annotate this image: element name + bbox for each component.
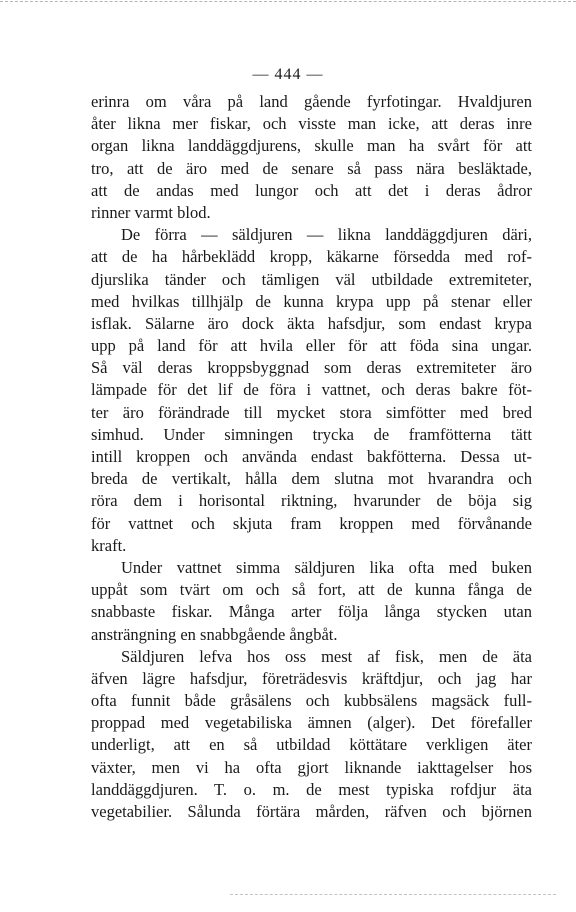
scan-edge-bottom [230,894,556,895]
scan-edge-top [0,1,576,2]
text-line: proppad med vegetabiliska ämnen (alger). Det förefaller [91,713,532,733]
text-line: ter äro förändrade till mycket stora simfötter med bred [91,402,532,422]
text-line: upp på land för att hvila eller för att föda sina ungar. [91,336,532,356]
text-line: att de andas med lungor och att det i deras ådror [91,180,532,200]
text-line: äfven lägre hafsdjur, företrädesvis kräftdjur, och jag har [91,668,532,688]
text-line: breda de vertikalt, hålla dem slutna mot hvarandra och [91,469,532,489]
text-line: landdäggdjuren. T. o. m. de mest typiska rofdjur äta [91,779,532,799]
text-line: för vattnet och skjuta fram kroppen med förvånande [91,513,532,533]
text-line: ofta funnit både gråsälens och kubbsälens magsäck full- [91,691,532,711]
text-line: isflak. Sälarne äro dock äkta hafsdjur, som endast krypa [91,313,532,333]
text-line: rinner varmt blod. [91,202,211,222]
text-line: med hvilkas tillhjälp de kunna krypa upp på stenar eller [91,291,532,311]
text-line: Säldjuren lefva hos oss mest af fisk, men de äta [121,646,532,666]
text-line: lämpade för det lif de föra i vattnet, och deras bakre föt- [91,380,532,400]
text-line: snabbaste fiskar. Många arter följa långa stycken utan [91,602,532,622]
text-line: uppåt som tvärt om och så fort, att de kunna fånga de [91,580,532,600]
text-line: tro, att de äro med de senare så pass nära besläktade, [91,158,532,178]
text-line: att de ha hårbeklädd kropp, käkarne försedda med rof- [91,247,532,267]
text-line: underligt, att en så utbildad köttätare verkligen äter [91,735,532,755]
text-line: växter, men vi ha ofta gjort liknande iakttagelser hos [91,757,532,777]
text-line: kraft. [91,535,127,555]
text-line: vegetabilier. Sålunda förtära mården, räfven och björnen [91,802,532,821]
text-line: ansträngning en snabbgående ångbåt. [91,624,338,644]
text-line: erinra om våra på land gående fyrfotingar. Hvaldjuren [91,92,532,111]
text-line: Så väl deras kroppsbyggnad som deras extremiteter äro [91,358,532,378]
text-line: simhud. Under simningen trycka de framfötterna tätt [91,424,532,444]
body-text [91,91,532,823]
text-line: organ likna landdäggdjurens, skulle man ha svårt för att [91,136,532,156]
text-line: De förra — säldjuren — likna landdäggdjuren däri, [121,225,532,245]
text-line: intill kroppen och använda endast bakfötterna. Dessa ut- [91,447,532,466]
text-line: djurslika tänder och tämligen väl utbildade extremiteter, [91,269,532,289]
text-line: Under vattnet simma säldjuren lika ofta med buken [121,557,532,577]
text-line: röra dem i horisontal riktning, hvarunder de böja sig [91,491,532,511]
page-number: — 444 — [252,66,324,83]
text-line: åter likna mer fiskar, och visste man icke, att deras inre [91,114,532,134]
